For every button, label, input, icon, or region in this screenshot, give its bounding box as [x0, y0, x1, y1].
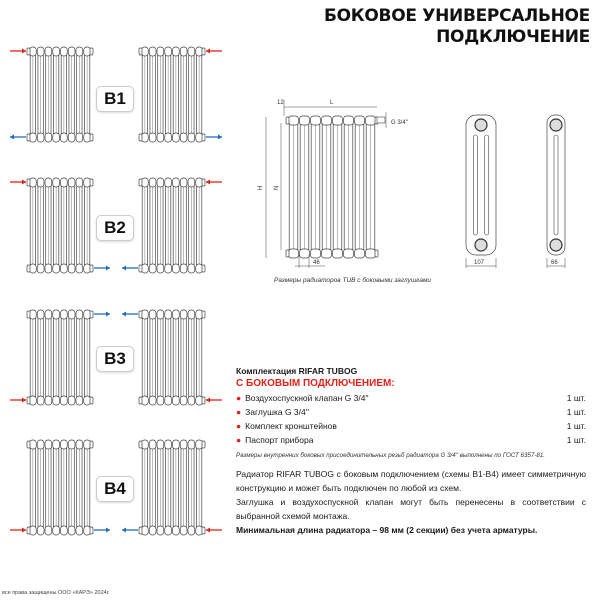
plug-icon: [90, 265, 93, 272]
column-top: [300, 116, 310, 125]
kit-subheading: С БОКОВЫМ ПОДКЛЮЧЕНИЕМ:: [236, 378, 395, 389]
column-top: [165, 310, 172, 319]
plug-icon: [202, 527, 205, 534]
column-bottom: [84, 526, 91, 535]
column-top: [68, 310, 75, 319]
scheme-label-b1: B1: [96, 86, 134, 112]
column-top: [61, 440, 68, 449]
column-bottom: [37, 133, 44, 142]
kit-item: [236, 407, 586, 417]
column-bottom: [311, 249, 321, 258]
column-top: [180, 310, 187, 319]
column-top: [37, 178, 44, 187]
column-bottom: [289, 249, 299, 258]
column-bottom: [173, 396, 180, 405]
plug-icon: [90, 134, 93, 141]
description-p3: Минимальная длина радиатора – 98 мм (2 секции) без учета арматуры.: [236, 525, 538, 535]
column-top: [149, 440, 156, 449]
dim-offset-label: 12: [277, 100, 284, 106]
plug-icon: [27, 179, 30, 186]
column-bottom: [333, 249, 343, 258]
kit-item-name: Паспорт прибора: [245, 435, 314, 445]
column-top: [180, 440, 187, 449]
bullet-icon: ●: [236, 407, 242, 417]
column-top: [30, 178, 37, 187]
column-top: [196, 310, 203, 319]
plug-icon: [27, 527, 30, 534]
column-bottom: [76, 264, 83, 273]
column-bottom: [188, 133, 195, 142]
column-bottom: [149, 526, 156, 535]
column-top: [289, 116, 299, 125]
scheme-label-b3: B3: [96, 346, 134, 372]
side-tube: [473, 135, 477, 235]
column-bottom: [37, 396, 44, 405]
column-bottom: [165, 526, 172, 535]
column-top: [165, 440, 172, 449]
column-bottom: [142, 396, 149, 405]
column-top: [188, 47, 195, 56]
column-bottom: [180, 133, 187, 142]
supply-arrow-icon-head: [22, 180, 26, 185]
column-bottom: [196, 133, 203, 142]
column-top: [322, 116, 332, 125]
supply-arrow-icon-head: [22, 528, 26, 533]
column-top: [180, 178, 187, 187]
plug-icon: [27, 441, 30, 448]
plug-icon: [202, 397, 205, 404]
column-bottom: [149, 396, 156, 405]
plug-icon: [90, 441, 93, 448]
plug-icon: [202, 441, 205, 448]
column-top: [76, 310, 83, 319]
radiator-right-b2: [139, 178, 205, 273]
kit-item-name: Комплект кронштейнов: [245, 421, 337, 431]
column-bottom: [53, 526, 60, 535]
column-bottom: [322, 249, 332, 258]
dim-l-label: L: [330, 100, 334, 106]
column-top: [37, 440, 44, 449]
column-bottom: [149, 264, 156, 273]
column-top: [84, 47, 91, 56]
column-bottom: [37, 526, 44, 535]
plug-icon: [139, 48, 142, 55]
column-bottom: [84, 133, 91, 142]
nipple-icon: [475, 119, 487, 131]
column-top: [188, 178, 195, 187]
column-top: [76, 47, 83, 56]
column-top: [173, 178, 180, 187]
description-p2: Заглушка и воздухоспускной клапан могут быть перенесены в соответствии с выбранной схемой монтажа.: [236, 497, 586, 521]
column-top: [53, 47, 60, 56]
column-bottom: [355, 249, 365, 258]
bullet-icon: ●: [236, 435, 242, 445]
column-top: [53, 310, 60, 319]
column-bottom: [68, 526, 75, 535]
kit-section: [236, 366, 586, 459]
plug-icon: [202, 48, 205, 55]
column-top: [45, 440, 52, 449]
supply-arrow-icon-head: [206, 49, 210, 54]
column-bottom: [173, 526, 180, 535]
column-bottom: [30, 133, 37, 142]
column-top: [84, 310, 91, 319]
column-top: [45, 178, 52, 187]
column-top: [149, 178, 156, 187]
return-arrow-icon-head: [106, 266, 110, 271]
column-top: [84, 178, 91, 187]
dim-n-label: N: [274, 185, 280, 190]
column-bottom: [76, 396, 83, 405]
column-top: [68, 47, 75, 56]
kit-item: [236, 421, 586, 431]
kit-item-name: Воздухоспускной клапан G 3/4'': [245, 393, 369, 403]
dim-pitch-label: 46: [313, 260, 320, 266]
page-title: [324, 6, 590, 48]
plug-icon: [90, 527, 93, 534]
side-body: [466, 115, 496, 255]
column-top: [149, 310, 156, 319]
column-bottom: [61, 396, 68, 405]
column-bottom: [68, 396, 75, 405]
supply-arrow-icon-head: [206, 180, 210, 185]
radiator-right-b3: [139, 310, 205, 405]
column-top: [30, 310, 37, 319]
column-bottom: [30, 264, 37, 273]
column-top: [142, 178, 149, 187]
column-bottom: [180, 396, 187, 405]
plug-icon: [139, 265, 142, 272]
description-p1: Радиатор RIFAR TUBOG с боковым подключением (схемы B1-B4) имеет симметричную конструкцию и может быть подключен по любой из схем.: [236, 469, 586, 493]
dim-thread-label: G 3/4'': [391, 120, 408, 126]
column-top: [333, 116, 343, 125]
bullet-icon: ●: [236, 421, 242, 431]
column-bottom: [173, 133, 180, 142]
plug-icon: [139, 441, 142, 448]
valve-fitting: [377, 117, 385, 123]
supply-arrow-icon-head: [206, 398, 210, 403]
plug-icon: [27, 311, 30, 318]
return-arrow-icon-head: [106, 312, 110, 317]
column-top: [165, 178, 172, 187]
plug-icon: [286, 250, 289, 257]
column-bottom: [45, 526, 52, 535]
column-bottom: [300, 249, 310, 258]
plug-icon: [202, 311, 205, 318]
radiator-right-b4: [139, 440, 205, 535]
column-top: [355, 116, 365, 125]
title-line-2: ПОДКЛЮЧЕНИЕ: [436, 27, 590, 47]
column-bottom: [196, 396, 203, 405]
column-top: [157, 47, 164, 56]
column-top: [76, 440, 83, 449]
column-bottom: [344, 249, 354, 258]
plug-icon: [27, 48, 30, 55]
side-view-2-column: [547, 115, 565, 268]
return-arrow-icon-head: [10, 135, 14, 140]
supply-arrow-icon-head: [22, 49, 26, 54]
column-bottom: [196, 526, 203, 535]
dimension-radiator-front: [286, 116, 378, 258]
side-tube: [485, 135, 489, 235]
column-bottom: [37, 264, 44, 273]
column-bottom: [61, 526, 68, 535]
column-top: [45, 310, 52, 319]
plug-icon: [27, 134, 30, 141]
column-top: [188, 310, 195, 319]
nipple-icon: [550, 119, 562, 131]
kit-heading: Комплектация RIFAR TUBOG: [236, 366, 358, 376]
column-bottom: [180, 264, 187, 273]
plug-icon: [139, 397, 142, 404]
column-top: [30, 440, 37, 449]
plug-icon: [139, 134, 142, 141]
radiator-right-b1: [139, 47, 205, 142]
nipple-icon: [550, 239, 562, 251]
kit-note: Размеры внутренних боковых присоединительных резьб радиатора G 3/4'' выполнены по ГОСТ 6357-81.: [236, 452, 545, 459]
column-top: [61, 310, 68, 319]
column-top: [173, 310, 180, 319]
radiator-left-b3: [27, 310, 93, 405]
column-top: [84, 440, 91, 449]
return-arrow-icon-head: [218, 135, 222, 140]
dim-h-label: H: [258, 185, 264, 190]
return-arrow-icon-head: [122, 312, 126, 317]
plug-icon: [286, 117, 289, 124]
radiator-left-b1: [27, 47, 93, 142]
plug-icon: [27, 397, 30, 404]
supply-arrow-icon-head: [22, 398, 26, 403]
column-bottom: [84, 396, 91, 405]
kit-item-qty: 1 шт.: [566, 393, 586, 403]
column-bottom: [61, 133, 68, 142]
plug-icon: [90, 48, 93, 55]
kit-item-qty: 1 шт.: [566, 407, 586, 417]
kit-item-name: Заглушка G 3/4'': [245, 407, 309, 417]
column-bottom: [45, 133, 52, 142]
column-top: [37, 310, 44, 319]
column-top: [30, 47, 37, 56]
column-top: [45, 47, 52, 56]
column-top: [196, 47, 203, 56]
column-bottom: [30, 396, 37, 405]
column-bottom: [68, 133, 75, 142]
column-bottom: [30, 526, 37, 535]
column-bottom: [61, 264, 68, 273]
column-top: [61, 47, 68, 56]
column-bottom: [188, 526, 195, 535]
column-top: [196, 178, 203, 187]
plug-icon: [90, 311, 93, 318]
column-top: [366, 116, 376, 125]
plug-icon: [139, 527, 142, 534]
column-bottom: [53, 264, 60, 273]
column-bottom: [76, 133, 83, 142]
description: [236, 467, 586, 537]
column-top: [165, 47, 172, 56]
kit-item: [236, 393, 586, 403]
column-bottom: [180, 526, 187, 535]
column-bottom: [188, 396, 195, 405]
column-bottom: [157, 396, 164, 405]
return-arrow-icon-head: [122, 266, 126, 271]
column-bottom: [68, 264, 75, 273]
column-top: [344, 116, 354, 125]
drawing-caption: Размеры радиаторов TUB с боковыми заглушками: [274, 277, 432, 284]
plug-icon: [202, 179, 205, 186]
column-bottom: [165, 396, 172, 405]
column-bottom: [53, 133, 60, 142]
column-top: [173, 47, 180, 56]
column-top: [76, 178, 83, 187]
column-top: [149, 47, 156, 56]
dim-depth2-label: 66: [551, 260, 558, 266]
column-top: [173, 440, 180, 449]
column-top: [142, 310, 149, 319]
dim-depth3-label: 107: [474, 260, 485, 266]
column-bottom: [157, 264, 164, 273]
supply-arrow-icon-head: [206, 528, 210, 533]
bullet-icon: ●: [236, 393, 242, 403]
column-bottom: [188, 264, 195, 273]
column-top: [311, 116, 321, 125]
column-bottom: [157, 133, 164, 142]
plug-icon: [27, 265, 30, 272]
column-bottom: [45, 396, 52, 405]
column-top: [68, 178, 75, 187]
column-bottom: [142, 264, 149, 273]
column-bottom: [149, 133, 156, 142]
plug-icon: [90, 179, 93, 186]
column-top: [180, 47, 187, 56]
column-top: [196, 440, 203, 449]
column-top: [157, 310, 164, 319]
column-bottom: [142, 526, 149, 535]
column-bottom: [157, 526, 164, 535]
side-view-3-column: [466, 115, 496, 268]
column-top: [37, 47, 44, 56]
plug-icon: [139, 311, 142, 318]
column-top: [142, 47, 149, 56]
return-arrow-icon-head: [122, 528, 126, 533]
column-bottom: [196, 264, 203, 273]
plug-icon: [139, 179, 142, 186]
column-top: [157, 178, 164, 187]
kit-item-qty: 1 шт.: [566, 421, 586, 431]
column-bottom: [45, 264, 52, 273]
radiator-left-b4: [27, 440, 93, 535]
kit-item: [236, 435, 586, 445]
column-bottom: [165, 264, 172, 273]
column-top: [61, 178, 68, 187]
scheme-label-b4: B4: [96, 476, 134, 502]
column-bottom: [165, 133, 172, 142]
kit-item-qty: 1 шт.: [566, 435, 586, 445]
column-top: [142, 440, 149, 449]
column-top: [188, 440, 195, 449]
plug-icon: [90, 397, 93, 404]
plug-icon: [202, 134, 205, 141]
radiator-left-b2: [27, 178, 93, 273]
return-arrow-icon-head: [106, 528, 110, 533]
scheme-label-b2: B2: [96, 215, 134, 241]
column-top: [68, 440, 75, 449]
column-bottom: [173, 264, 180, 273]
column-bottom: [53, 396, 60, 405]
column-bottom: [366, 249, 376, 258]
column-top: [53, 440, 60, 449]
column-top: [157, 440, 164, 449]
title-line-1: БОКОВОЕ УНИВЕРСАЛЬНОЕ: [324, 6, 590, 26]
column-bottom: [76, 526, 83, 535]
column-top: [53, 178, 60, 187]
side-tube: [554, 135, 558, 235]
plug-icon: [202, 265, 205, 272]
column-bottom: [142, 133, 149, 142]
nipple-icon: [475, 239, 487, 251]
plug-icon: [375, 250, 378, 257]
column-bottom: [84, 264, 91, 273]
copyright: все права защищены ООО «КАРЭ» 2024г.: [2, 590, 110, 596]
